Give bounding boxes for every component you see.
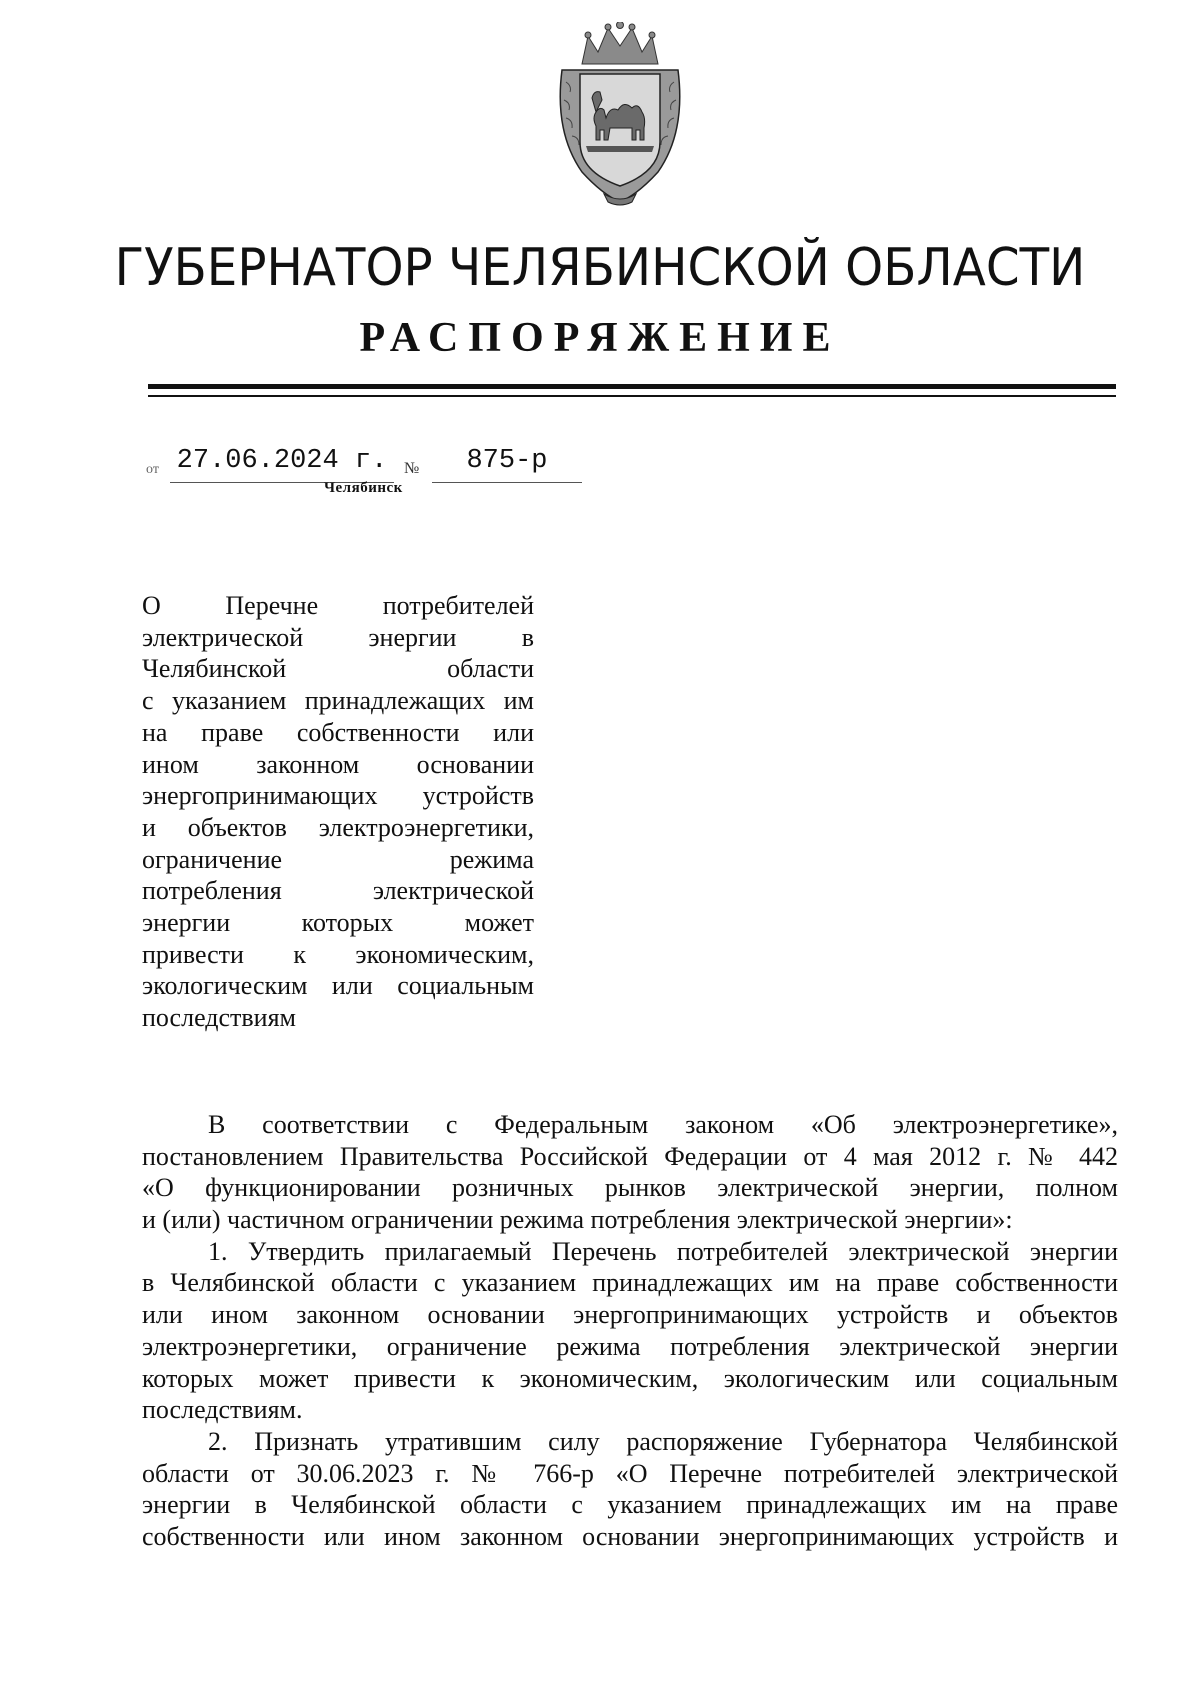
- body-line: которых может привести к экономическим, экологическим или социальным: [142, 1363, 1118, 1393]
- subject-line: привести к экономическим,: [142, 939, 534, 969]
- subject-line: с указанием принадлежащих им: [142, 686, 534, 716]
- header-rule-thick: [148, 384, 1116, 389]
- coat-of-arms-icon: [552, 22, 688, 208]
- body-line: 2. Признать утратившим силу распоряжение Губернатора Челябинской: [208, 1426, 1118, 1456]
- date-label: от: [146, 462, 159, 477]
- subject-line: энергии которых может: [142, 908, 534, 938]
- subject-line: последствиям: [142, 1003, 297, 1033]
- body-line: собственности или ином законном основании энергопринимающих устройств и: [142, 1521, 1118, 1551]
- subject-line: О Перечне потребителей: [142, 591, 534, 620]
- item-2-paragraph: [142, 1426, 1118, 1553]
- body-line: В соответствии с Федеральным законом «Об электроэнергетике»,: [208, 1110, 1118, 1139]
- issue-city: Челябинск: [324, 480, 403, 496]
- document-type: РАСПОРЯЖЕНИЕ: [359, 315, 841, 361]
- issuer-title: ГУБЕРНАТОР ЧЕЛЯБИНСКОЙ ОБЛАСТИ: [114, 238, 1086, 298]
- document-number: 875-р: [466, 446, 548, 476]
- item-1-paragraph: [142, 1236, 1118, 1426]
- subject-line: электрической энергии в: [142, 622, 534, 652]
- body-line: «О функционировании розничных рынков электрической энергии, полном: [142, 1173, 1118, 1203]
- subject-line: энергопринимающих устройств: [142, 781, 534, 811]
- subject-line: на праве собственности или: [142, 717, 534, 747]
- body-line: электроэнергетики, ограничение режима потребления электрической энергии: [142, 1331, 1118, 1361]
- body-line: или ином законном основании энергопринимающих устройств и объектов: [142, 1300, 1118, 1330]
- body-line: в Челябинской области с указанием принадлежащих им на праве собственности: [142, 1268, 1118, 1298]
- header-rule-thin: [148, 395, 1116, 397]
- body-line: области от 30.06.2023 г. № 766-р «О Перечне потребителей электрической: [142, 1458, 1118, 1488]
- subject-line: экологическим или социальным: [142, 971, 534, 1001]
- body-line: энергии в Челябинской области с указанием принадлежащих им на праве: [142, 1490, 1118, 1520]
- subject-line: и объектов электроэнергетики,: [142, 812, 534, 842]
- body-line: 1. Утвердить прилагаемый Перечень потребителей электрической энергии: [208, 1236, 1118, 1266]
- subject-line: ограничение режима: [142, 844, 534, 874]
- body-line: постановлением Правительства Российской Федерации от 4 мая 2012 г. № 442: [142, 1141, 1118, 1171]
- subject-line: ином законном основании: [142, 749, 534, 779]
- document-body: [142, 1109, 1118, 1553]
- body-line: и (или) частичном ограничении режима потребления электрической энергии»:: [142, 1205, 1013, 1235]
- body-line: последствиям.: [142, 1395, 303, 1425]
- preamble-paragraph: [142, 1109, 1118, 1236]
- subject-line: потребления электрической: [142, 876, 534, 906]
- subject-block: [142, 590, 534, 1034]
- subject-line: Челябинской области: [142, 654, 534, 684]
- number-underline: [432, 482, 582, 483]
- document-date: 27.06.2024 г.: [176, 446, 388, 476]
- number-label: №: [404, 460, 420, 477]
